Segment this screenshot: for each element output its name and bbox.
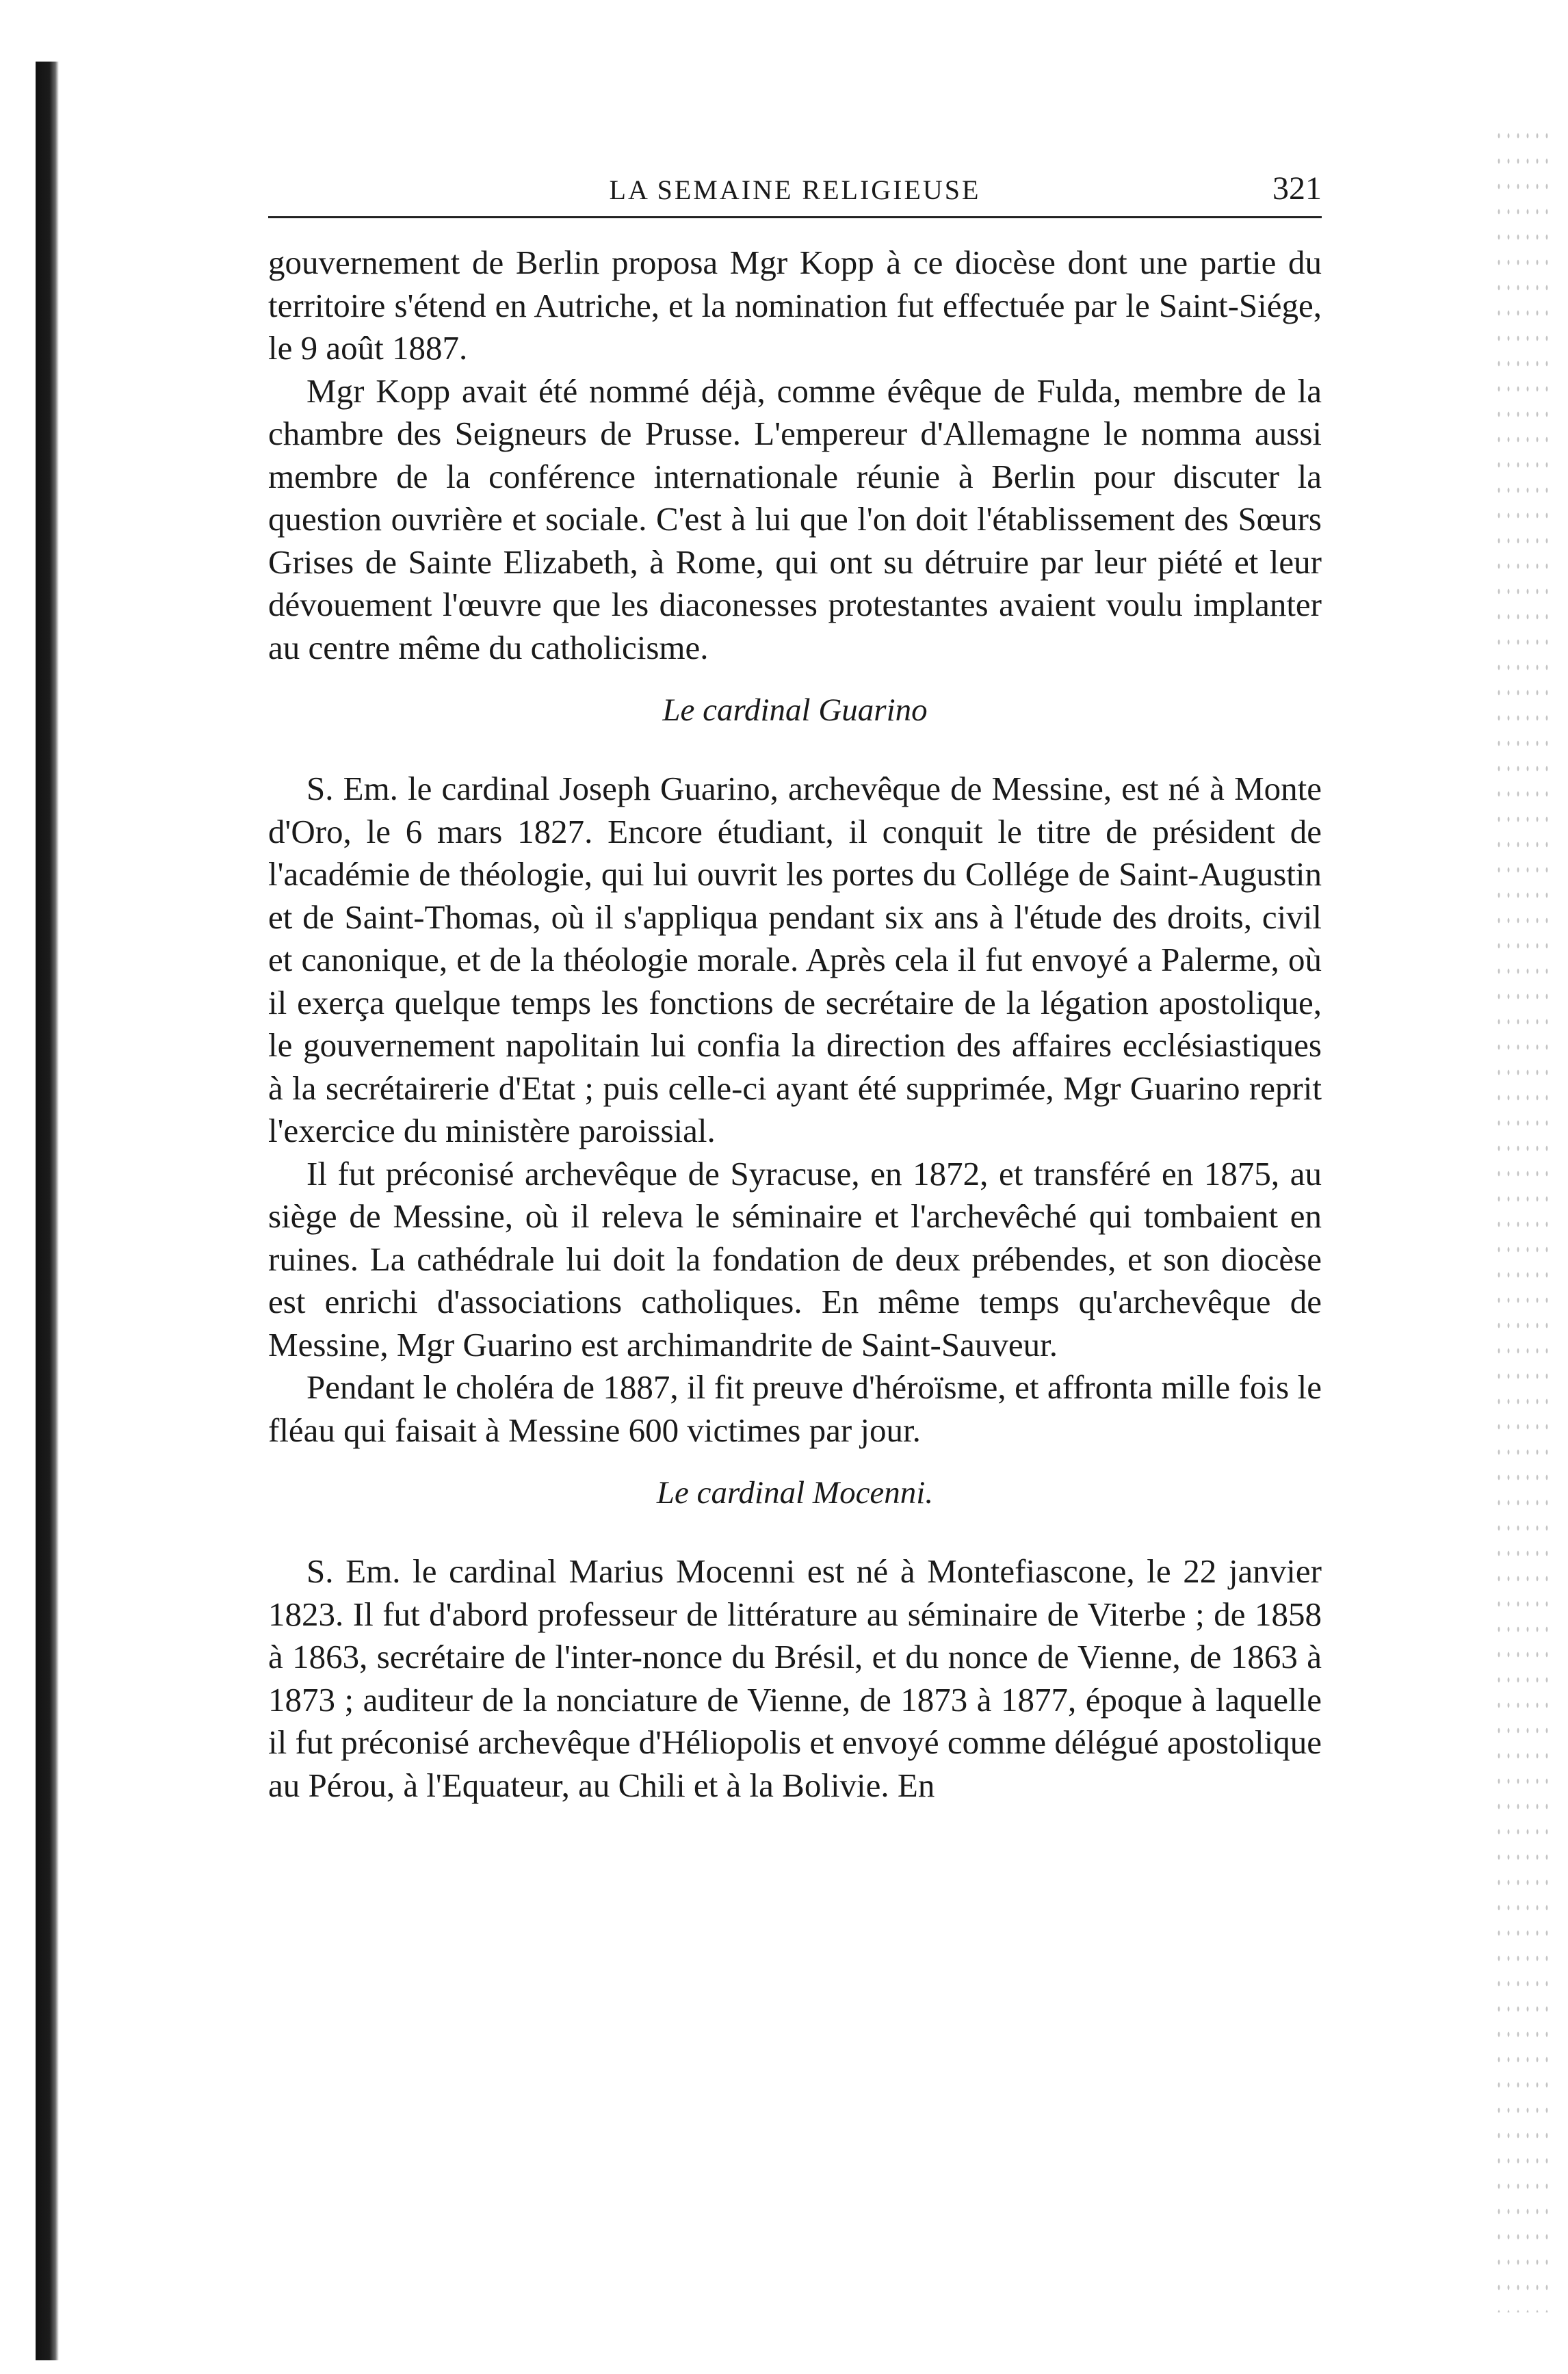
section-heading-guarino: Le cardinal Guarino	[662, 692, 928, 728]
running-title: LA SEMAINE RELIGIEUSE	[609, 174, 981, 205]
section-heading-mocenni: Le cardinal Mocenni.	[656, 1475, 934, 1511]
running-header	[268, 161, 1322, 218]
paragraph-guarino-bio: S. Em. le cardinal Joseph Guarino, archevêque de Messine, est né à Monte d'Oro, le 6 mars 1827. Encore étudiant, il conquit le titre de président de l'académie de théologie, qui lui ouvrit les portes du Collége de Saint-Augustin et de Saint-Thomas, où il s'appliqua pendant six ans à l'étude des droits, civil et canonique, et de la théologie morale. Après cela il fut envoyé a Palerme, où il exerça quelque temps les fonctions de secrétaire de la légation apostolique, le gouvernement napolitain lui confia la direction des affaires ecclésiastiques à la secrétairerie d'Etat ; puis celle-ci ayant été supprimée, Mgr Guarino reprit l'exercice du ministère paroissial.	[268, 770, 1322, 1149]
scan-binding-edge	[36, 62, 59, 2360]
paragraph-mocenni-bio: S. Em. le cardinal Marius Mocenni est né à Montefiascone, le 22 janvier 1823. Il fut d'abord professeur de littérature au séminaire de Viterbe ; de 1858 à 1863, secrétaire de l'inter-nonce du Brésil, et du nonce de Vienne, de 1863 à 1873 ; auditeur de la nonciature de Vienne, de 1873 à 1877, époque à laquelle il fut préconisé archevêque d'Héliopolis et envoyé comme délégué apostolique au Pérou, à l'Equateur, au Chili et à la Bolivie. En	[268, 1552, 1322, 1804]
paragraph-kopp: Mgr Kopp avait été nommé déjà, comme évêque de Fulda, membre de la chambre des Seigneurs de Prusse. L'empereur d'Allemagne le nomma aussi membre de la conférence internationale réunie à Berlin pour discuter la question ouvrière et sociale. C'est à lui que l'on doit l'établissement des Sœurs Grises de Sainte Elizabeth, à Rome, qui ont su détruire par leur piété et leur dévouement l'œuvre que les diaconesses protestantes avaient voulu implanter au centre même du catholicisme.	[268, 371, 1322, 666]
document-page	[268, 161, 1322, 1807]
scan-noise	[1494, 123, 1549, 2312]
body-text	[268, 242, 1322, 1807]
page-number: 321	[1272, 170, 1322, 207]
paragraph-guarino-syracuse: Il fut préconisé archevêque de Syracuse, en 1872, et transféré en 1875, au siège de Messine, où il releva le séminaire et l'archevêché qui tombaient en ruines. La cathédrale lui doit la fondation de deux prébendes, et son diocèse est enrichi d'associations catholiques. En même temps qu'archevêque de Messine, Mgr Guarino est archimandrite de Saint-Sauveur.	[268, 1154, 1322, 1364]
paragraph-guarino-cholera: Pendant le choléra de 1887, il fit preuve d'héroïsme, et affronta mille fois le fléau qui faisait à Messine 600 victimes par jour.	[268, 1368, 1322, 1449]
paragraph-continued: gouvernement de Berlin proposa Mgr Kopp à ce diocèse dont une partie du territoire s'étend en Autriche, et la nomination fut effectuée par le Saint-Siége, le 9 août 1887.	[268, 244, 1322, 367]
